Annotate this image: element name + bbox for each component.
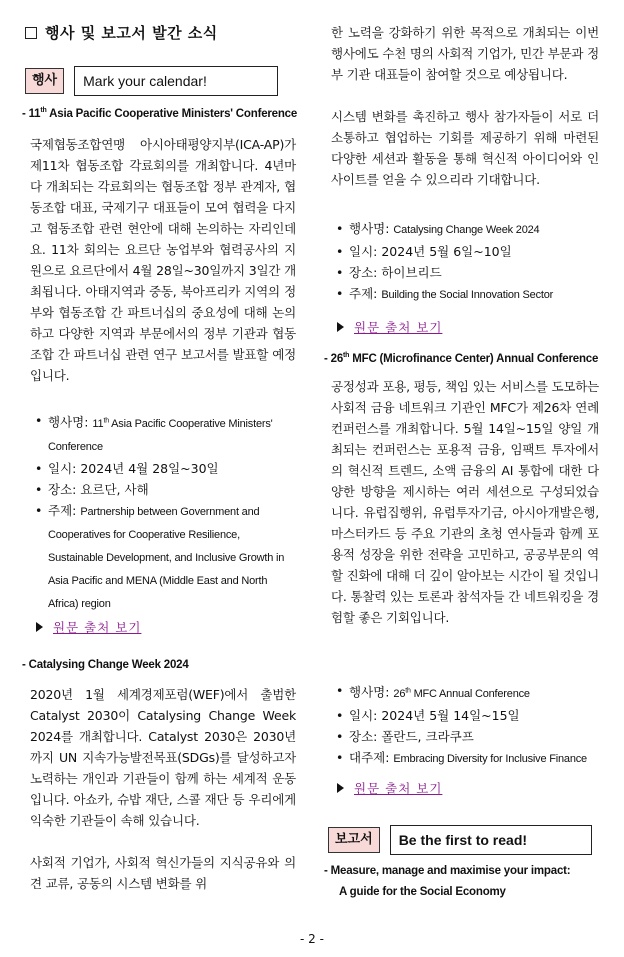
event-date-item: • 일시: 2024년 5월 14일~15일 xyxy=(335,705,599,726)
report-title-line1: - Measure, manage and maximise your impact: xyxy=(324,865,571,877)
event-details-mfc xyxy=(335,680,599,770)
event-body-ccw-2b: 한 노력을 강화하기 위한 목적으로 개최되는 이번 행사에도 수천 명의 사회적 기업가, 민간 부문과 정부 기관 대표들이 참여할 것으로 예상됩니다. xyxy=(331,25,599,82)
event-name-item: • 행사명: 11th Asia Pacific Cooperative Ministers' Conference xyxy=(34,410,296,458)
event-title-ica-ap: - 11th Asia Pacific Cooperative Ministers' Conference xyxy=(22,107,298,120)
triangle-right-icon xyxy=(337,322,344,332)
triangle-right-icon xyxy=(337,783,344,793)
report-banner-row xyxy=(328,825,592,855)
triangle-right-icon xyxy=(36,622,43,632)
event-body-ica-ap: 국제협동조합연맹 아시아태평양지부(ICA-AP)가 제11차 협동조합 각료회의를 개최합니다. 4년마다 개최되는 각료회의는 협동조합 정부 관계자, 협동조합 대표, 국제기구 대표들이 모여 협력을 다지고 협동조합 관련 현안에 대해 논의하는 자리인데요. 11차 회의는 요르단 농업부와 협력공사의 지원으로 요르단에서 4월 28일~30일까지 3일간 개최됩니다. 아태지역과 중동, 북아프리카 지역의 정부와 협동조합 간 파트너십의 중요성에 대해 논의하고 다양한 지역과 부문에서의 정부 기관과 협동조합 간 파트너십 관련 연구 보고서를 발표할 예정입니다. xyxy=(30,137,296,383)
page-number: - 2 - xyxy=(300,932,324,946)
event-topic-item: • 주제: Partnership between Government and Cooperatives for Cooperative Resilience, Sustainable Development, and Inclusive Growth in Asia Pacific and MENA (Middle East and North Africa) region xyxy=(34,500,296,615)
event-topic-item: • 대주제: Embracing Diversity for Inclusive Finance xyxy=(335,747,599,770)
report-title-line2: A guide for the Social Economy xyxy=(339,886,506,898)
event-body-ccw-3: 시스템 변화를 촉진하고 행사 참가자들이 서로 더 소통하고 협업하는 기회를 제공하기 위해 마련된 다양한 세션과 활동을 통해 혁신적 아이디어와 인사이트를 얻을 수 있으리라 기대합니다. xyxy=(331,109,599,187)
event-title-mfc: - 26th MFC (Microfinance Center) Annual Conference xyxy=(324,352,599,365)
event-banner-row xyxy=(25,66,278,96)
event-title-ccw: - Catalysing Change Week 2024 xyxy=(22,659,189,671)
event-body-ccw-1: 2020년 1월 세계경제포럼(WEF)에서 출범한 Catalyst 2030이 Catalysing Change Week 2024를 개최합니다. Catalyst 2030은 2030년까지 UN 지속가능발전목표(SDGs)를 달성하고자 노력하는 개인과 기관들이 함께 하는 세계적 운동입니다. 아쇼카, 슈밥 재단, 스콜 재단 등 우리에게 익숙한 기관들이 속해 있습니다. xyxy=(30,687,296,828)
report-banner: Be the first to read! xyxy=(390,825,592,855)
event-banner: Mark your calendar! xyxy=(74,66,278,96)
event-name-item: • 행사명: 26th MFC Annual Conference xyxy=(335,680,599,705)
report-tag: 보고서 xyxy=(328,827,380,853)
event-details-ccw xyxy=(335,218,599,306)
event-place-item: • 장소: 폴란드, 크라쿠프 xyxy=(335,726,599,747)
source-link-ccw[interactable]: 원문 출처 보기 xyxy=(337,318,442,336)
event-body-ccw-2a: 사회적 기업가, 사회적 혁신가들의 지식공유와 의견 교류, 공동의 시스템 변화를 위 xyxy=(30,855,296,891)
event-body-mfc: 공정성과 포용, 평등, 책임 있는 서비스를 도모하는 사회적 금융 네트워크 기관인 MFC가 제26차 연례 컨퍼런스를 개최합니다. 5월 14일~15일 양일 개최되는 컨퍼런스는 포용적 금융, 임팩트 투자에서의 혁신적 트렌드, 소액 금융의 AI 통합에 대한 다양한 방향을 제시하는 여러 세션으로 구성되었습니다. 유럽집행위, 유럽투자기금, 아시아개발은행, 마스터카드 등 주요 기관의 초청 연사들과 함께 포용적 성장을 위한 전략을 고민하고, 공공부문의 역할 진화에 대해 더 깊이 알아보는 시간이 될 것입니다. 통찰력 있는 토론과 참석자들 간 네트워킹을 경험할 좋은 기회입니다. xyxy=(331,379,599,625)
checkbox-square-icon xyxy=(25,27,37,39)
event-date-item: • 일시: 2024년 5월 6일~10일 xyxy=(335,241,599,262)
event-name-item: • 행사명: Catalysing Change Week 2024 xyxy=(335,218,599,241)
event-topic-item: • 주제: Building the Social Innovation Sector xyxy=(335,283,599,306)
source-link-mfc[interactable]: 원문 출처 보기 xyxy=(337,779,442,797)
section-title: 행사 및 보고서 발간 소식 xyxy=(25,22,218,43)
event-details-ica-ap xyxy=(34,410,296,615)
event-date-item: • 일시: 2024년 4월 28일~30일 xyxy=(34,458,296,479)
event-tag: 행사 xyxy=(25,68,64,94)
event-place-item: • 장소: 요르단, 사해 xyxy=(34,479,296,500)
event-place-item: • 장소: 하이브리드 xyxy=(335,262,599,283)
source-link-ica-ap[interactable]: 원문 출처 보기 xyxy=(36,618,141,636)
